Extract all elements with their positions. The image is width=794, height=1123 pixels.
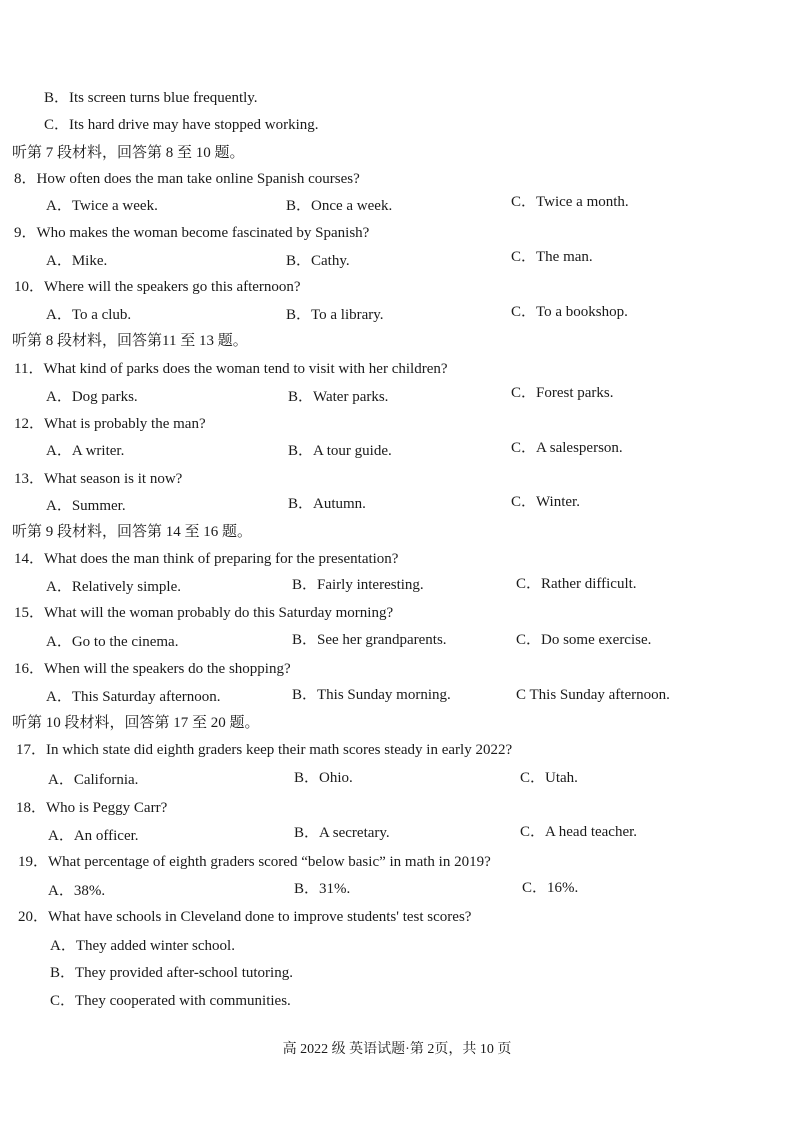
page-footer: 高 2022 级 英语试题·第 2页，共 10 页 — [282, 1042, 512, 1057]
q18-option-a: A．An officer. — [48, 828, 139, 844]
q14-option-c: C．Rather difficult. — [516, 576, 637, 592]
q10-option-c: C．To a bookshop. — [511, 304, 628, 320]
q11-option-c: C．Forest parks. — [511, 385, 614, 401]
q14-option-a: A．Relatively simple. — [46, 579, 181, 595]
q15-option-b: B．See her grandparents. — [292, 632, 447, 648]
q20-option-c: C．They cooperated with communities. — [50, 993, 291, 1009]
q16-option-a: A．This Saturday afternoon. — [46, 689, 221, 705]
q13-option-a: A．Summer. — [46, 498, 126, 514]
q17-option-b: B．Ohio. — [294, 770, 353, 786]
question-10: 10．Where will the speakers go this afternoon? — [14, 279, 301, 295]
q12-option-a: A．A writer. — [46, 443, 125, 459]
q18-option-b: B．A secretary. — [294, 825, 390, 841]
q9-option-a: A．Mike. — [46, 253, 108, 269]
question-16: 16．When will the speakers do the shopping? — [14, 661, 291, 677]
q15-option-c: C．Do some exercise. — [516, 632, 652, 648]
q14-option-b: B．Fairly interesting. — [292, 577, 424, 593]
q19-option-b: B．31%. — [294, 881, 351, 897]
q13-option-c: C．Winter. — [511, 494, 580, 510]
q11-option-b: B．Water parks. — [288, 389, 389, 405]
q8-option-c: C．Twice a month. — [511, 194, 629, 210]
q13-option-b: B．Autumn. — [288, 496, 366, 512]
question-18: 18．Who is Peggy Carr? — [16, 800, 168, 816]
q19-option-c: C．16%. — [522, 880, 579, 896]
question-20: 20．What have schools in Cleveland done to improve students' test scores? — [18, 909, 472, 925]
q8-option-b: B．Once a week. — [286, 198, 393, 214]
q8-option-a: A．Twice a week. — [46, 198, 158, 214]
q9-option-b: B．Cathy. — [286, 253, 350, 269]
q7-option-b: B．Its screen turns blue frequently. — [44, 90, 258, 106]
q19-option-a: A．38%. — [48, 883, 106, 899]
question-13: 13．What season is it now? — [14, 471, 183, 487]
question-11: 11．What kind of parks does the woman tend to visit with her children? — [14, 361, 448, 377]
question-9: 9．Who makes the woman become fascinated by Spanish? — [14, 225, 370, 241]
q20-option-a: A．They added winter school. — [50, 938, 235, 954]
q10-option-b: B．To a library. — [286, 307, 384, 323]
q20-option-b: B．They provided after-school tutoring. — [50, 965, 293, 981]
q17-option-a: A．California. — [48, 772, 139, 788]
question-19: 19．What percentage of eighth graders scored “below basic” in math in 2019? — [18, 854, 491, 870]
q12-option-b: B．A tour guide. — [288, 443, 392, 459]
q17-option-c: C．Utah. — [520, 770, 578, 786]
question-14: 14．What does the man think of preparing for the presentation? — [14, 551, 399, 567]
q16-option-b: B．This Sunday morning. — [292, 687, 451, 703]
q9-option-c: C．The man. — [511, 249, 593, 265]
q15-option-a: A．Go to the cinema. — [46, 634, 179, 650]
question-8: 8．How often does the man take online Spanish courses? — [14, 171, 360, 187]
section-heading-9: 听第 9 段材料，回答第 14 至 16 题。 — [12, 524, 253, 540]
question-15: 15．What will the woman probably do this Saturday morning? — [14, 605, 394, 621]
q7-option-c: C．Its hard drive may have stopped working. — [44, 117, 319, 133]
q10-option-a: A．To a club. — [46, 307, 132, 323]
section-heading-8: 听第 8 段材料，回答第11 至 13 题。 — [12, 333, 248, 349]
q16-option-c: C This Sunday afternoon. — [516, 687, 670, 703]
section-heading-7: 听第 7 段材料，回答第 8 至 10 题。 — [12, 145, 245, 161]
q11-option-a: A．Dog parks. — [46, 389, 138, 405]
question-12: 12．What is probably the man? — [14, 416, 206, 432]
q18-option-c: C．A head teacher. — [520, 824, 638, 840]
section-heading-10: 听第 10 段材料，回答第 17 至 20 题。 — [12, 715, 260, 731]
q12-option-c: C．A salesperson. — [511, 440, 623, 456]
question-17: 17．In which state did eighth graders keep their math scores steady in early 2022? — [16, 742, 513, 758]
